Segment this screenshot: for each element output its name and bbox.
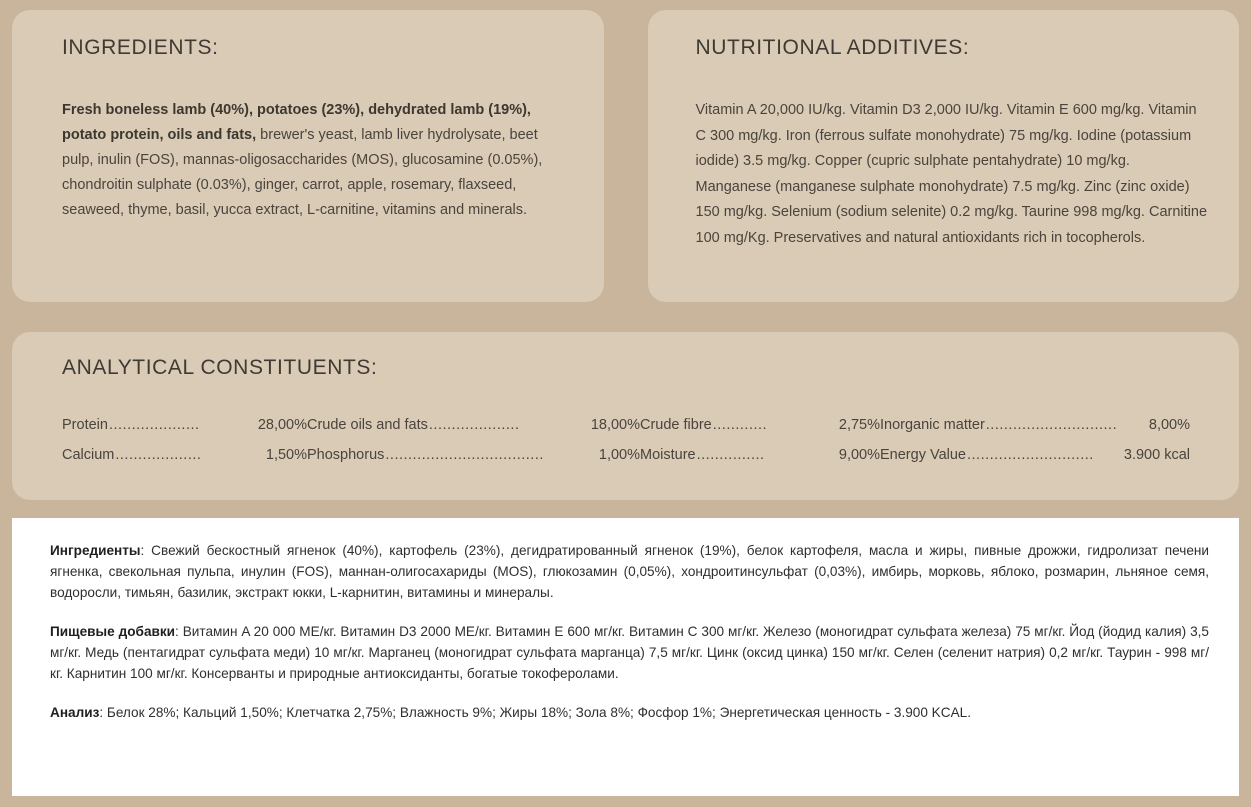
leader-dots: .................... (428, 417, 520, 433)
constituents-grid (62, 410, 1239, 470)
russian-analysis-text: : Белок 28%; Кальций 1,50%; Клетчатка 2,75%; Влажность 9%; Жиры 18%; Зола 8%; Фосфор 1%; Энергетическая ценность - 3.900 KCAL. (99, 705, 971, 720)
russian-translation-block (12, 518, 1239, 796)
leader-dots: ............................ (966, 447, 1094, 463)
russian-ingredients-paragraph (50, 540, 1209, 603)
russian-additives-text: : Витамин A 20 000 МЕ/кг. Витамин D3 2000 МЕ/кг. Витамин E 600 мг/кг. Витамин C 300 мг/кг. Железо (моногидрат сульфата железа) 75 мг/кг. Йод (йодид калия) 3,5 мг/кг. Медь (пентагидрат сульфата меди) 10 мг/кг. Марганец (моногидрат сульфата марганца) 7,5 мг/кг. Цинк (оксид цинка) 150 мг/кг. Селен (селенит натрия) 0,2 мг/кг. Таурин - 998 мг/кг. Карнитин 100 мг/кг. Консерванты и природные антиоксиданты, богатые токоферолами. (50, 624, 1209, 681)
constituents-column-3 (640, 410, 880, 470)
leader-dots: ............... (696, 447, 765, 463)
constituent-label: Inorganic matter (880, 417, 985, 433)
russian-analysis-label: Анализ (50, 705, 100, 720)
constituent-value: 1,00% (598, 447, 640, 463)
constituent-label: Crude fibre (640, 417, 712, 433)
constituents-column-2 (307, 410, 640, 470)
russian-additives-paragraph (50, 621, 1209, 684)
constituent-value: 18,00% (590, 417, 640, 433)
constituent-row (640, 410, 880, 440)
ingredients-panel (12, 10, 604, 302)
constituent-label: Moisture (640, 447, 696, 463)
constituent-value: 28,00% (257, 417, 307, 433)
constituent-value: 9,00% (838, 447, 880, 463)
analytical-constituents-panel (12, 332, 1239, 500)
ingredients-rest-text: brewer's yeast, lamb liver hydrolysate, beet pulp, inulin (FOS), mannas-oligosaccharides (MOS), glucosamine (0.05%), chondroitin sulphate (0.03%), ginger, carrot, apple, rosemary, flaxseed, seaweed, thyme, basil, yucca extract, L-carnitine, vitamins and minerals. (62, 127, 543, 218)
constituent-label: Calcium (62, 447, 115, 463)
constituent-value: 3.900 kcal (1123, 447, 1190, 463)
constituent-row (880, 410, 1190, 440)
top-panels-row (0, 0, 1251, 302)
constituent-row (307, 410, 640, 440)
constituent-label: Protein (62, 417, 108, 433)
leader-dots: ............ (712, 417, 768, 433)
constituent-row (880, 440, 1190, 470)
nutritional-additives-panel (648, 10, 1240, 302)
constituent-value: 2,75% (838, 417, 880, 433)
leader-dots: ................................... (385, 447, 544, 463)
constituent-row (62, 410, 307, 440)
leader-dots: ................... (115, 447, 202, 463)
constituents-column-1 (62, 410, 307, 470)
constituent-value: 8,00% (1148, 417, 1190, 433)
constituent-row (307, 440, 640, 470)
constituent-row (62, 440, 307, 470)
constituent-label: Energy Value (880, 447, 966, 463)
leader-dots: ............................. (985, 417, 1118, 433)
ingredients-title: INGREDIENTS: (62, 36, 219, 59)
analytical-title: ANALYTICAL CONSTITUENTS: (62, 356, 378, 379)
russian-additives-label: Пищевые добавки (50, 624, 176, 639)
additives-text: Vitamin A 20,000 IU/kg. Vitamin D3 2,000 IU/kg. Vitamin E 600 mg/kg. Vitamin C 300 mg/kg. Iron (ferrous sulfate monohydrate) 75 mg/kg. Iodine (potassium iodide) 3.5 mg/kg. Copper (cupric sulphate pentahydrate) 10 mg/kg. Manganese (manganese sulphate monohydrate) 7.5 mg/kg. Zinc (zinc oxide) 150 mg/kg. Selenium (sodium selenite) 0.2 mg/kg. Taurine 998 mg/kg. Carnitine 100 mg/Kg. Preservatives and natural antioxidants rich in tocopherols. (695, 102, 1208, 246)
constituent-row (640, 440, 880, 470)
constituent-label: Phosphorus (307, 447, 385, 463)
ingredients-text (62, 98, 572, 223)
ingredients-bold-text: Fresh boneless lamb (40%), potatoes (23%), dehydrated lamb (19%), potato protein, oils and fats, (62, 102, 531, 143)
leader-dots: .................... (108, 417, 200, 433)
russian-ingredients-text: : Свежий бескостный ягненок (40%), картофель (23%), дегидратированный ягненок (19%), белок картофеля, масла и жиры, пивные дрожжи, гидролизат печени ягненка, свекольная пульпа, инулин (FOS), маннан-олигосахариды (MOS), глюкозамин (0,05%), хондроитинсульфат (0,03%), имбирь, морковь, яблоко, розмарин, льняное семя, водоросли, тимьян, базилик, экстракт юкки, L-карнитин, витамины и минералы. (50, 543, 1209, 600)
constituent-label: Crude oils and fats (307, 417, 428, 433)
constituents-column-4 (880, 410, 1190, 470)
russian-analysis-paragraph (50, 702, 1209, 723)
russian-ingredients-label: Ингредиенты (50, 543, 141, 558)
additives-title: NUTRITIONAL ADDITIVES: (695, 36, 970, 59)
constituent-value: 1,50% (265, 447, 307, 463)
analytical-panel-wrap (0, 302, 1251, 500)
